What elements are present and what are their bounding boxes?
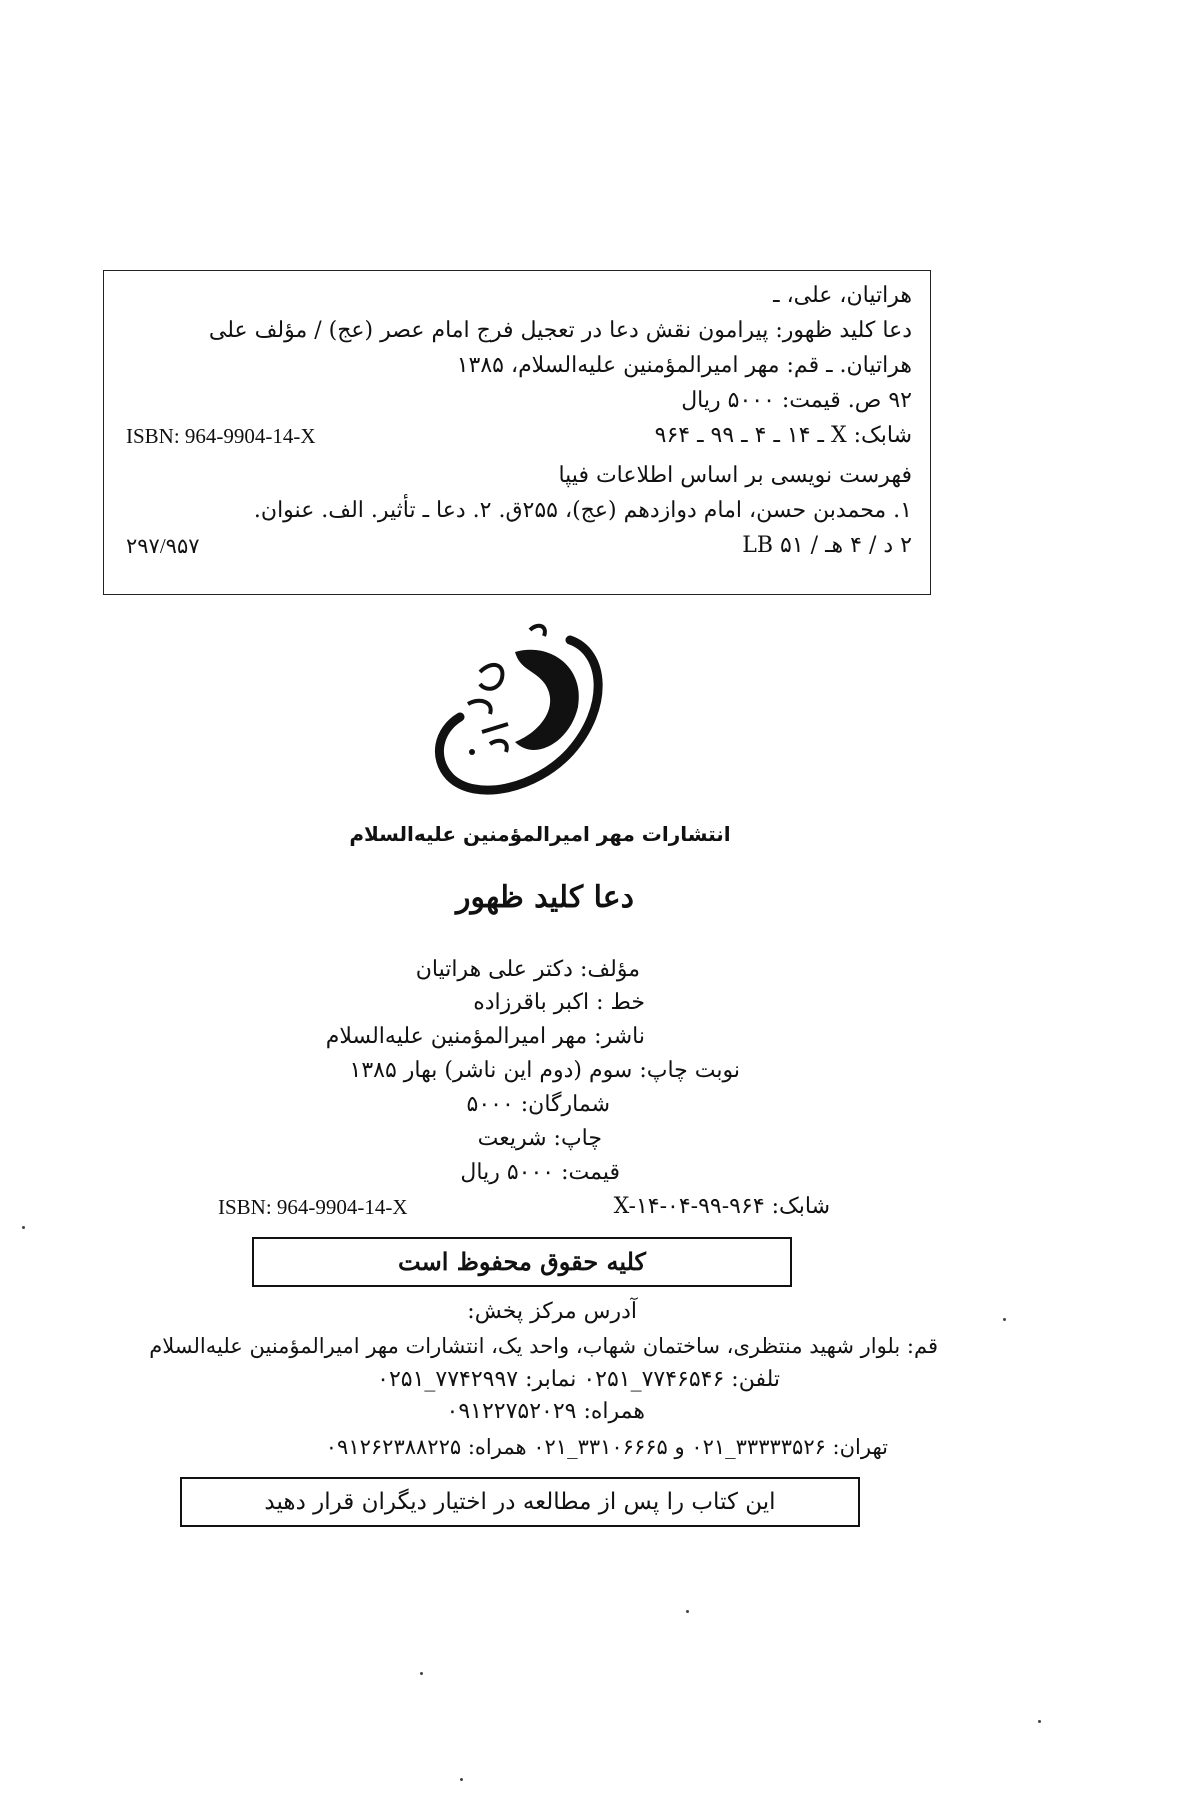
catalog-dewey: ۲۹۷/۹۵۷ [126,534,200,558]
credit-shabak: شابک: X-۱۴-۰۴-۹۹-۹۶۴ [613,1194,830,1219]
catalog-shabak: شابک: X ـ ۱۴ ـ ۴ ـ ۹۹ ـ ۹۶۴ [654,423,912,448]
address-qom: قم: بلوار شهید منتظری، ساختمان شهاب، واحد یک، انتشارات مهر امیرالمؤمنین علیه‌السلام [149,1334,938,1358]
scan-speck [460,1778,463,1781]
credit-price: قیمت: ۵۰۰۰ ریال [460,1160,620,1185]
scan-speck [1038,1720,1041,1723]
catalog-fipa-note: فهرست نویسی بر اساس اطلاعات فیپا [558,463,912,488]
address-tehran: تهران: ۳۳۳۳۳۵۲۶_۰۲۱ و ۳۳۱۰۶۶۶۵_۰۲۱ همراه: ۰۹۱۲۶۲۳۸۸۲۲۵ [325,1435,888,1459]
publisher-calligraphy-logo-icon [420,612,620,812]
publisher-name: انتشارات مهر امیرالمؤمنین علیه‌السلام [349,822,731,846]
credit-edition: نوبت چاپ: سوم (دوم این ناشر) بهار ۱۳۸۵ [349,1058,740,1083]
catalog-classification: ۲ د / ۴ هـ / LB ۵۱ [742,533,912,558]
credit-print-run: شمارگان: ۵۰۰۰ [466,1092,610,1117]
credit-isbn: ISBN: 964-9904-14-X [218,1195,408,1219]
scan-speck [420,1672,423,1675]
credit-printer: چاپ: شریعت [477,1126,602,1151]
scan-speck [686,1610,689,1613]
credit-calligraphy: خط : اکبر باقرزاده [473,990,645,1015]
scan-speck [1003,1318,1006,1321]
share-reminder-box: این کتاب را پس از مطالعه در اختیار دیگران قرار دهید [180,1477,860,1527]
scan-speck [22,1226,25,1229]
address-mobile: همراه: ۰۹۱۲۲۷۵۲۰۲۹ [446,1399,645,1424]
book-title: دعا کلید ظهور [456,880,634,915]
credit-author: مؤلف: دکتر علی هراتیان [415,957,640,982]
catalog-isbn: ISBN: 964-9904-14-X [126,424,316,448]
catalog-title-line-1: دعا کلید ظهور: پیرامون نقش دعا در تعجیل فرج امام عصر (عج) / مؤلف علی [208,318,912,343]
catalog-subjects: ۱. محمدبن حسن، امام دوازدهم (عج)، ۲۵۵ق. ۲. دعا ـ تأثیر. الف. عنوان. [253,498,912,523]
credit-publisher: ناشر: مهر امیرالمؤمنین علیه‌السلام [325,1024,645,1049]
catalog-title-line-2: هراتیان. ـ قم: مهر امیرالمؤمنین علیه‌السلام، ۱۳۸۵ [456,353,912,378]
address-heading: آدرس مرکز پخش: [467,1299,637,1324]
address-phones: تلفن: ۷۷۴۶۵۴۶_۰۲۵۱ نمابر: ۷۷۴۲۹۹۷_۰۲۵۱ [377,1367,780,1392]
rights-box: کلیه حقوق محفوظ است [252,1237,792,1287]
catalog-card [103,270,931,595]
catalog-author: هراتیان، علی، ـ [773,283,912,308]
catalog-pages-price: ۹۲ ص. قیمت: ۵۰۰۰ ریال [681,388,912,413]
